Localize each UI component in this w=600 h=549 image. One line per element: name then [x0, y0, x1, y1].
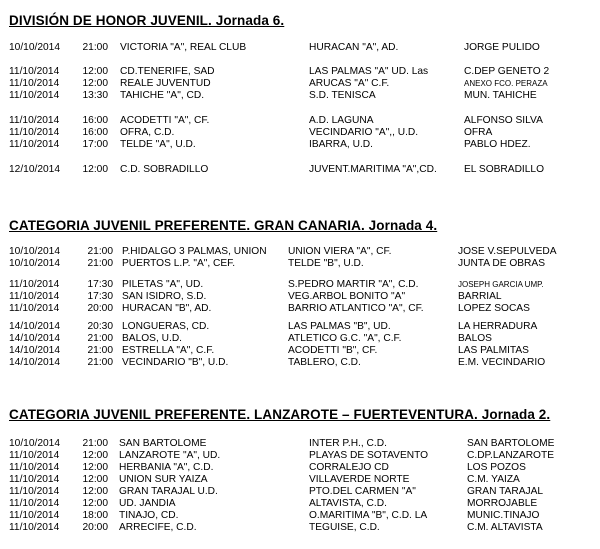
section-title-gran-canaria: CATEGORIA JUVENIL PREFERENTE. GRAN CANARIA. Jornada 4. — [9, 218, 438, 233]
match-row — [0, 78, 600, 90]
away-team: JUVENT.MARITIMA "A",CD. — [309, 164, 437, 175]
home-team: P.HIDALGO 3 PALMAS, UNION — [122, 246, 267, 257]
match-date: 11/10/2014 — [9, 462, 60, 473]
match-row — [0, 303, 600, 315]
match-time: 12:00 — [82, 474, 108, 485]
venue: LOS POZOS — [467, 462, 526, 473]
venue: SAN BARTOLOME — [467, 438, 555, 449]
home-team: LONGUERAS, CD. — [122, 321, 210, 332]
match-time: 18:00 — [82, 510, 108, 521]
match-row — [0, 486, 600, 498]
match-time: 21:00 — [82, 42, 108, 53]
home-team: TINAJO, CD. — [119, 510, 179, 521]
away-team: TELDE "B", U.D. — [288, 258, 364, 269]
home-team: UNION SUR YAIZA — [119, 474, 208, 485]
match-time: 21:00 — [87, 333, 113, 344]
match-time: 12:00 — [82, 66, 108, 77]
match-time: 21:00 — [82, 438, 108, 449]
match-date: 11/10/2014 — [9, 450, 60, 461]
match-time: 20:00 — [87, 303, 113, 314]
match-row — [0, 42, 600, 54]
venue: ANEXO FCO. PERAZA — [464, 79, 548, 88]
venue: LA HERRADURA — [458, 321, 538, 332]
match-date: 11/10/2014 — [9, 498, 60, 509]
venue: C.DP.LANZAROTE — [467, 450, 554, 461]
away-team: VILLAVERDE NORTE — [309, 474, 410, 485]
home-team: ARRECIFE, C.D. — [119, 522, 197, 533]
match-row — [0, 498, 600, 510]
match-row — [0, 258, 600, 270]
away-team: UNION VIERA "A", CF. — [288, 246, 392, 257]
match-row — [0, 279, 600, 291]
match-date: 11/10/2014 — [9, 78, 60, 89]
away-team: PLAYAS DE SOTAVENTO — [309, 450, 429, 461]
match-date: 11/10/2014 — [9, 474, 60, 485]
away-team: ALTAVISTA, C.D. — [309, 498, 387, 509]
away-team: IBARRA, U.D. — [309, 139, 373, 150]
match-time: 21:00 — [87, 357, 113, 368]
venue: C.M. ALTAVISTA — [467, 522, 543, 533]
match-time: 12:00 — [82, 450, 108, 461]
match-date: 10/10/2014 — [9, 258, 60, 269]
match-time: 17:30 — [87, 291, 113, 302]
away-team: LAS PALMAS "B", UD. — [288, 321, 391, 332]
match-date: 11/10/2014 — [9, 115, 60, 126]
venue: PABLO HDEZ. — [464, 139, 531, 150]
away-team: HURACAN "A", AD. — [309, 42, 399, 53]
home-team: LANZAROTE "A", UD. — [119, 450, 221, 461]
home-team: UD. JANDIA — [119, 498, 176, 509]
home-team: PILETAS "A", UD. — [122, 279, 204, 290]
match-row — [0, 66, 600, 78]
section-title-lanzarote-fuerteventura: CATEGORIA JUVENIL PREFERENTE. LANZAROTE – FUERTEVENTURA. Jornada 2. — [9, 407, 551, 422]
away-team: VECINDARIO "A",, U.D. — [309, 127, 419, 138]
home-team: VICTORIA "A", REAL CLUB — [120, 42, 247, 53]
venue: ALFONSO SILVA — [464, 115, 543, 126]
home-team: CD.TENERIFE, SAD — [120, 66, 215, 77]
match-time: 17:30 — [87, 279, 113, 290]
home-team: SAN ISIDRO, S.D. — [122, 291, 207, 302]
match-time: 12:00 — [82, 164, 108, 175]
away-team: INTER P.H., C.D. — [309, 438, 387, 449]
home-team: ACODETTI "A", CF. — [120, 115, 210, 126]
venue: MORROJABLE — [467, 498, 538, 509]
home-team: ESTRELLA "A", C.F. — [122, 345, 215, 356]
match-row — [0, 115, 600, 127]
home-team: VECINDARIO "B", U.D. — [122, 357, 229, 368]
venue: E.M. VECINDARIO — [458, 357, 546, 368]
venue: JOSEPH GARCIA UMP. — [458, 280, 544, 289]
home-team: REALE JUVENTUD — [120, 78, 211, 89]
venue: C.M. YAIZA — [467, 474, 520, 485]
away-team: O.MARITIMA "B", C.D. LA — [309, 510, 428, 521]
away-team: TABLERO, C.D. — [288, 357, 361, 368]
match-row — [0, 321, 600, 333]
match-date: 11/10/2014 — [9, 510, 60, 521]
venue: MUN. TAHICHE — [464, 90, 537, 101]
home-team: GRAN TARAJAL U.D. — [119, 486, 218, 497]
match-row — [0, 450, 600, 462]
match-time: 12:00 — [82, 462, 108, 473]
match-date: 14/10/2014 — [9, 321, 60, 332]
match-date: 11/10/2014 — [9, 90, 60, 101]
venue: LAS PALMITAS — [458, 345, 529, 356]
home-team: TAHICHE "A", CD. — [120, 90, 205, 101]
away-team: VEG.ARBOL BONITO "A" — [288, 291, 406, 302]
home-team: PUERTOS L.P. "A", CEF. — [122, 258, 236, 269]
match-row — [0, 357, 600, 369]
match-date: 14/10/2014 — [9, 333, 60, 344]
match-date: 14/10/2014 — [9, 345, 60, 356]
match-date: 14/10/2014 — [9, 357, 60, 368]
venue: MUNIC.TINAJO — [467, 510, 540, 521]
home-team: C.D. SOBRADILLO — [120, 164, 209, 175]
match-row — [0, 139, 600, 151]
match-date: 12/10/2014 — [9, 164, 60, 175]
match-time: 12:00 — [82, 498, 108, 509]
match-date: 11/10/2014 — [9, 291, 60, 302]
away-team: CORRALEJO CD — [309, 462, 389, 473]
home-team: SAN BARTOLOME — [119, 438, 207, 449]
match-date: 11/10/2014 — [9, 303, 60, 314]
venue: JUNTA DE OBRAS — [458, 258, 545, 269]
venue: BARRIAL — [458, 291, 502, 302]
match-date: 10/10/2014 — [9, 42, 60, 53]
match-date: 11/10/2014 — [9, 139, 60, 150]
section-title-division-honor: DIVISIÓN DE HONOR JUVENIL. Jornada 6. — [9, 13, 285, 28]
match-time: 21:00 — [87, 258, 113, 269]
match-row — [0, 462, 600, 474]
match-time: 13:30 — [82, 90, 108, 101]
home-team: BALOS, U.D. — [122, 333, 183, 344]
match-date: 11/10/2014 — [9, 127, 60, 138]
match-time: 20:30 — [87, 321, 113, 332]
away-team: A.D. LAGUNA — [309, 115, 374, 126]
match-date: 11/10/2014 — [9, 522, 60, 533]
away-team: S.PEDRO MARTIR "A", C.D. — [288, 279, 419, 290]
away-team: PTO.DEL CARMEN "A" — [309, 486, 416, 497]
match-row — [0, 90, 600, 102]
match-time: 21:00 — [87, 246, 113, 257]
match-time: 12:00 — [82, 78, 108, 89]
match-row — [0, 246, 600, 258]
away-team: S.D. TENISCA — [309, 90, 376, 101]
match-time: 20:00 — [82, 522, 108, 533]
venue: BALOS — [458, 333, 492, 344]
away-team: ARUCAS "A" C.F. — [309, 78, 390, 89]
match-time: 17:00 — [82, 139, 108, 150]
match-date: 11/10/2014 — [9, 486, 60, 497]
venue: OFRA — [464, 127, 493, 138]
match-row — [0, 474, 600, 486]
home-team: OFRA, C.D. — [120, 127, 175, 138]
match-row — [0, 333, 600, 345]
home-team: HURACAN "B", AD. — [122, 303, 212, 314]
match-row — [0, 438, 600, 450]
home-team: TELDE "A", U.D. — [120, 139, 196, 150]
match-time: 21:00 — [87, 345, 113, 356]
match-date: 10/10/2014 — [9, 246, 60, 257]
match-time: 16:00 — [82, 115, 108, 126]
match-row — [0, 164, 600, 176]
venue: GRAN TARAJAL — [467, 486, 544, 497]
match-row — [0, 522, 600, 534]
match-date: 10/10/2014 — [9, 438, 60, 449]
away-team: ACODETTI "B", CF. — [288, 345, 378, 356]
away-team: LAS PALMAS "A" UD. Las — [309, 66, 429, 77]
match-time: 12:00 — [82, 486, 108, 497]
match-time: 16:00 — [82, 127, 108, 138]
venue: JORGE PULIDO — [464, 42, 540, 53]
away-team: BARRIO ATLANTICO "A", CF. — [288, 303, 424, 314]
venue: EL SOBRADILLO — [464, 164, 545, 175]
away-team: ATLETICO G.C. "A", C.F. — [288, 333, 402, 344]
match-row — [0, 345, 600, 357]
match-row — [0, 291, 600, 303]
venue: LOPEZ SOCAS — [458, 303, 530, 314]
match-date: 11/10/2014 — [9, 279, 60, 290]
venue: JOSE V.SEPULVEDA — [458, 246, 557, 257]
venue: C.DEP GENETO 2 — [464, 66, 550, 77]
match-row — [0, 127, 600, 139]
match-date: 11/10/2014 — [9, 66, 60, 77]
home-team: HERBANIA "A", C.D. — [119, 462, 214, 473]
away-team: TEGUISE, C.D. — [309, 522, 380, 533]
match-row — [0, 510, 600, 522]
